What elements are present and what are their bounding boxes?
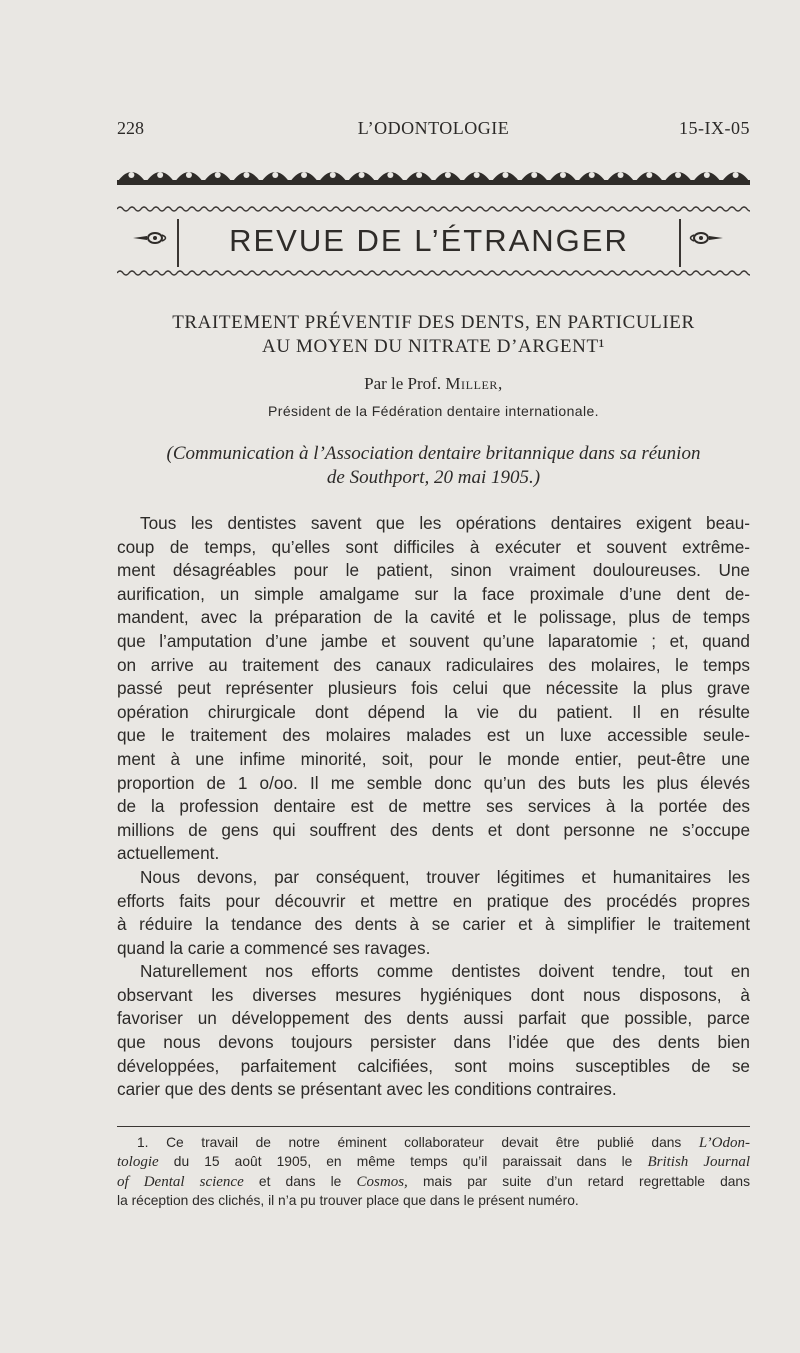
wavy-rule-bottom bbox=[117, 269, 750, 277]
footnote-italic: Cosmos, bbox=[356, 1173, 408, 1190]
body-line: coup de temps, qu’elles sont difficiles à exécuter et souvent extrême- bbox=[117, 536, 750, 557]
footnote-line bbox=[117, 1133, 750, 1152]
article-title-line: TRAITEMENT PRÉVENTIF DES DENTS, EN PARTICULIER bbox=[172, 312, 695, 333]
body-line: ment à une infime minorité, soit, pour le monde entier, peut-être une bbox=[117, 748, 750, 769]
communication-line: (Communication à l’Association dentaire britannique dans sa réunion bbox=[166, 443, 701, 464]
running-head bbox=[117, 118, 750, 142]
footnote-italic: tologie bbox=[117, 1154, 159, 1171]
author-affiliation: Président de la Fédération dentaire internationale. bbox=[268, 403, 599, 419]
footnote-italic: L’Odon- bbox=[698, 1135, 750, 1151]
body-line: mandent, avec la préparation de la cavité et le polissage, plus de temps bbox=[117, 607, 750, 628]
body-line: quand la carie a commencé ses ravages. bbox=[117, 937, 431, 958]
article-title bbox=[117, 311, 750, 359]
body-line: favoriser un développement des dents aussi parfait que possible, parce bbox=[117, 1008, 750, 1029]
body-line: millions de gens qui souffrent des dents et dont personne ne s’occupe bbox=[117, 819, 750, 840]
wavy-rule-top bbox=[117, 205, 750, 213]
body-line: Tous les dentistes savent que les opérations dentaires exigent beau- bbox=[140, 513, 750, 533]
body-line: actuellement. bbox=[117, 843, 220, 864]
body-line: aurification, un simple amalgame sur la face proximale d’une dent de- bbox=[117, 583, 750, 604]
page-number: 228 bbox=[117, 118, 144, 138]
body-line: Nous devons, par conséquent, trouver légitimes et humanitaires les bbox=[140, 866, 750, 887]
footnote-line: la réception des clichés, il n’a pu trouver place que dans le présent numéro. bbox=[117, 1192, 579, 1208]
article-body bbox=[117, 512, 750, 1102]
footnote-italic: British Journal bbox=[647, 1154, 750, 1171]
footnote-number: 1. bbox=[137, 1135, 149, 1150]
footnote-text: mais par suite d’un retard regrettable dans bbox=[422, 1173, 750, 1189]
body-line: on arrive au traitement des canaux radiculaires des molaires, le temps bbox=[117, 654, 750, 675]
body-line: développées, parfaitement calcifiées, sont moins susceptibles de se bbox=[117, 1055, 750, 1076]
communication-note bbox=[117, 442, 750, 490]
body-line: opération chirurgicale dont dépend la vie du patient. Il en résulte bbox=[117, 701, 750, 722]
issue-date: 15-IX-05 bbox=[679, 118, 750, 138]
footnote-line bbox=[117, 1172, 750, 1191]
body-line: que l’amputation d’une jambe et souvent qu’une laparatomie ; et, quand bbox=[117, 630, 750, 651]
footnote-line bbox=[117, 1152, 750, 1171]
body-line: observant les diverses mesures hygiéniques dont nous disposons, à bbox=[117, 984, 750, 1005]
byline bbox=[117, 374, 750, 394]
footnote bbox=[117, 1133, 750, 1210]
footnote-text: du 15 août 1905, en même temps qu’il paraissait dans le bbox=[173, 1154, 633, 1170]
footnote-text: et dans le bbox=[258, 1173, 342, 1189]
body-line: Naturellement nos efforts comme dentistes doivent tendre, tout en bbox=[140, 961, 750, 982]
body-line: carier que des dents se présentant avec les conditions contraires. bbox=[117, 1079, 617, 1100]
footnote-italic: of Dental science bbox=[117, 1173, 244, 1190]
body-line: efforts faits pour découvrir et mettre en pratique des procédés propres bbox=[117, 890, 750, 911]
body-line: que le traitement des molaires malades est un luxe accessible seule- bbox=[117, 725, 750, 746]
footnote-rule bbox=[117, 1126, 750, 1127]
body-line: ment désagréables pour le patient, sinon vraiment douloureuses. Une bbox=[117, 560, 750, 581]
communication-line: de Southport, 20 mai 1905.) bbox=[326, 467, 541, 488]
author-name: Miller, bbox=[445, 374, 503, 393]
body-line: de la profession dentaire est de mettre ses services à la portée des bbox=[117, 796, 750, 817]
footnote-text: Ce travail de notre éminent collaborateur devait être publié dans bbox=[166, 1135, 682, 1150]
body-line: à réduire la tendance des dents à se carier et à simplifier le traitement bbox=[117, 914, 750, 935]
banner-frame bbox=[177, 219, 681, 267]
journal-title: L’ODONTOLOGIE bbox=[357, 118, 510, 138]
byline-prefix: Par le Prof. bbox=[364, 374, 442, 393]
section-banner bbox=[117, 205, 750, 277]
ornamental-head-band bbox=[117, 163, 750, 185]
body-line: proportion de 1 o/oo. Il me semble donc qu’un des buts les plus élevés bbox=[117, 772, 750, 793]
right-fleuron-icon bbox=[685, 231, 725, 245]
section-title: REVUE DE L’ÉTRANGER bbox=[229, 223, 629, 258]
body-line: passé peut représenter plusieurs fois celui que nécessite la plus grave bbox=[117, 678, 750, 699]
body-line: que nous devons toujours persister dans l’idée que des dents bien bbox=[117, 1032, 750, 1053]
left-fleuron-icon bbox=[131, 231, 171, 245]
article-title-line: AU MOYEN DU NITRATE D’ARGENT¹ bbox=[262, 336, 605, 357]
